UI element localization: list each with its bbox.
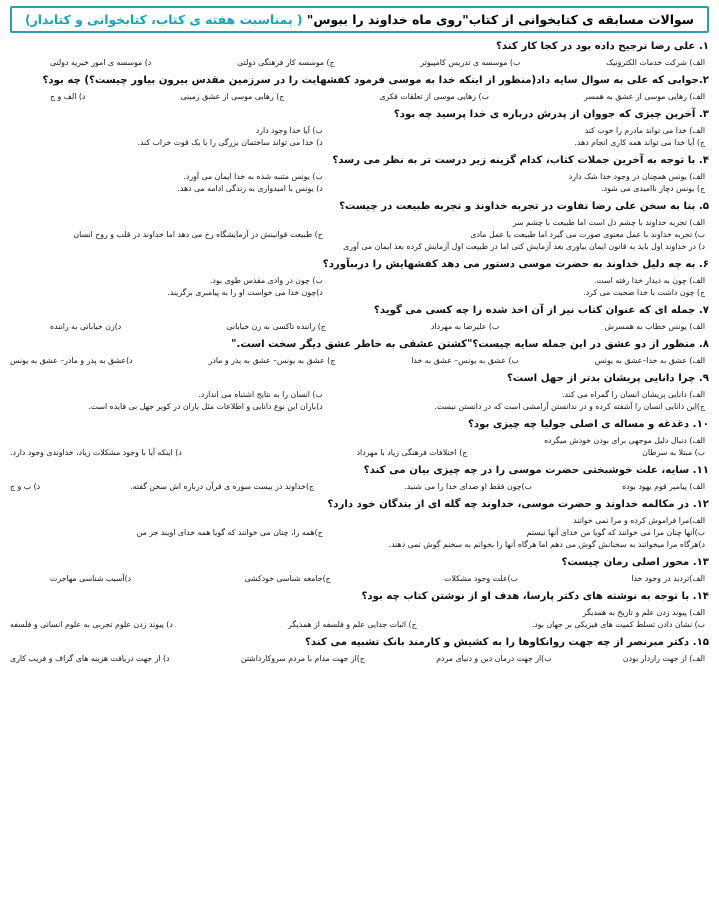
title-occasion: ( بمناسبت هفته ی کتاب، کتابخوانی و کتابدار) xyxy=(25,12,303,27)
option-c: ج) اثبات جدایی علم و فلسفه از همدیگر xyxy=(288,620,417,629)
option-a: الف) پیامبر قوم یهود بوده xyxy=(622,482,705,491)
question-text: ۱۵. دکتر مبرنصر از چه جهت روانکاوها را به کشیش و کارمند بانک تشبیه می کند؟ xyxy=(305,637,709,648)
question-14 xyxy=(10,589,709,631)
question-13 xyxy=(10,555,709,585)
option-a: الف) از جهت رازدار بودن xyxy=(622,654,705,663)
option-a: الف) یونس خطاب به همسرش xyxy=(604,322,705,331)
option-b: ب) مبتلا به سرطان xyxy=(642,448,705,457)
options xyxy=(10,321,709,333)
option-c: ج) طبیعت قوانینش در آزمایشگاه رخ می دهد اما خداوند در قلب و روح انسان xyxy=(73,230,323,239)
options xyxy=(10,355,709,367)
option-a: الف)مرا فراموش کرده و مرا نمی خوانند xyxy=(573,516,705,525)
option-b: ب) رهایی موسی از تعلقات فکری xyxy=(379,92,489,101)
question-8 xyxy=(10,337,709,367)
question-text: ۹. چرا دانایی پریشان بدتر از جهل است؟ xyxy=(506,373,709,384)
question-1 xyxy=(10,39,709,69)
question-text: ۱۲. در مکالمه خداوند و حضرت موسی، خداوند چه گله ای از بندگان خود دارد؟ xyxy=(327,499,709,510)
options xyxy=(10,91,709,103)
option-c: ج) رهایی موسی از عشق زمینی xyxy=(180,92,285,101)
question-text: ۱۳. محور اصلی رمان چیست؟ xyxy=(561,557,709,568)
options xyxy=(10,275,709,299)
title-main: سوالات مسابقه ی کتابخوانی از کتاب"روی ماه خداوند را ببوس" xyxy=(306,12,694,27)
option-c: ج) راننده تاکسی به زن خیابانی xyxy=(226,322,326,331)
options xyxy=(10,389,709,413)
option-b: ب)علت وجود مشکلات xyxy=(444,574,518,583)
option-b: ب)آنها چنان مرا می خوانند که گویا من خدای آنها نیستم xyxy=(526,528,705,537)
option-a: الف) یونس همچنان در وجود خدا شک دارد xyxy=(568,172,705,181)
option-d: د) پیوند زدن علوم تجربی به علوم انسانی و فلسفه xyxy=(10,620,173,629)
option-a: الف)تردید در وجود خدا xyxy=(631,574,705,583)
option-b: ب) انسان را به نتایج اشتباه می اندازد. xyxy=(198,390,323,399)
option-c: ج)همه را، چنان می خوانند که گویا همه خدای اویند جز من xyxy=(136,528,323,537)
page-title xyxy=(10,6,709,33)
question-12 xyxy=(10,497,709,551)
option-b: ب) آیا خدا وجود دارد xyxy=(255,126,323,135)
question-text: ۱۴. با توجه به نوشته های دکتر پارسا، هدف او از نوشتن کتاب چه بود؟ xyxy=(361,591,709,602)
option-c: ج)از جهت مدام با مردم سروکارداشتن xyxy=(240,654,365,663)
option-a: الف) تجربه خداوند با چشم دل است اما طبیعت با چشم سر xyxy=(512,218,705,227)
option-c: ج)این دانایی انسان را آشفته کرده و در ندانستن آرامشی است که در دانستن نیست. xyxy=(434,402,705,411)
option-b: ب) یونس متنبه شده به خدا ایمان می آورد. xyxy=(183,172,323,181)
options xyxy=(10,573,709,585)
question-10 xyxy=(10,417,709,459)
option-c: ج) چون داشت با خدا صحبت می کرد. xyxy=(583,288,705,297)
option-b: ب) موسسه ی تدریس کامپیوتر xyxy=(420,58,521,67)
option-a: الف) دنبال دلیل موجهی برای بودن خودش میگرده xyxy=(544,436,705,445)
question-text: ۵. بنا به سخن علی رضا تفاوت در تجربه خداوند و تجربه طبیعت در چیست؟ xyxy=(339,201,709,212)
question-text: ۱۱. سایه، علت خوشبختی حضرت موسی را در چه چیزی بیان می کند؟ xyxy=(363,465,709,476)
question-15 xyxy=(10,635,709,665)
option-d: د)باران این نوع دانایی و اطلاعات مثل باران در کویر جهل بی فایده است. xyxy=(88,402,323,411)
question-2 xyxy=(10,73,709,103)
question-4 xyxy=(10,153,709,195)
option-d: د) یونس با امیدواری به زندگی ادامه می دهد. xyxy=(177,184,323,193)
option-a: الف) خدا می تواند مادرم را خوب کند xyxy=(584,126,705,135)
option-b: ب) نشان دادن تسلط کمیت های فیزیکی بر جهان بود. xyxy=(531,620,705,629)
option-d: د)چون خدا می خواست او را به پیامبری برگزیند. xyxy=(167,288,323,297)
option-a: الف) دانایی پریشان انسان را گمراه می کند. xyxy=(562,390,705,399)
question-5 xyxy=(10,199,709,253)
option-d: د) خدا می تواند ساختمان بزرگی را با یک قوت خراب کند. xyxy=(137,138,323,147)
options xyxy=(10,653,709,665)
options xyxy=(10,481,709,493)
question-text: ۷. جمله ای که عنوان کتاب نیز از آن اخذ شده را چه کسی می گوید؟ xyxy=(373,305,709,316)
option-d: د)عشق به پدر و مادر– عشق به یونس xyxy=(10,356,133,365)
option-c: ج) آیا خدا می تواند همه کاری انجام دهد. xyxy=(574,138,705,147)
options xyxy=(10,435,709,459)
options xyxy=(10,125,709,149)
option-a: الف) رهایی موسی از عشق به همسر xyxy=(584,92,705,101)
options xyxy=(10,515,709,551)
option-d: د) از جهت دریافت هزینه های گزاف و فریب کاری xyxy=(10,654,170,663)
option-a: الف) شرکت خدمات الکترونیک xyxy=(606,58,705,67)
question-7 xyxy=(10,303,709,333)
option-b: ب)از جهت درمان دین و دنیای مردم xyxy=(436,654,552,663)
options xyxy=(10,57,709,69)
option-b: ب) تجربه خداوند با عمل معنوی صورت می گیرد اما طبیعت با عمل مادی xyxy=(470,230,705,239)
option-d: د) موسسه ی امور خیریه دولتی xyxy=(50,58,152,67)
options xyxy=(10,217,709,253)
option-a: الف) عشق به خدا–عشق به یونس xyxy=(594,356,705,365)
question-text: ۳. آخرین چیزی که جووان از پدرش درباره ی خدا پرسید چه بود؟ xyxy=(393,109,709,120)
option-d: د)هرگاه مرا میخوانند به سخنانش گوش می دهم اما هرگاه آنها را بخوانم به سخنم گوش نمی دهند. xyxy=(388,540,705,549)
question-text: ۱۰. دغدغه و مساله ی اصلی جولیا چه چیزی بود؟ xyxy=(468,419,709,430)
option-c: ج) موسسه کار فرهنگی دولتی xyxy=(237,58,335,67)
option-b: ب) چون در وادی مقدس طوی بود. xyxy=(209,276,323,285)
option-d: د) ب و ج xyxy=(10,482,41,491)
question-text: ۶. به چه دلیل خداوند به حضرت موسی دستور می دهد کفشهایش را درببآورد؟ xyxy=(322,259,709,270)
option-d: د) الف و ج xyxy=(50,92,86,101)
option-b: ب)چون فقط او صدای خدا را می شنید. xyxy=(404,482,532,491)
option-d: د)آسیب شناسی مهاجرت xyxy=(50,574,132,583)
option-b: ب) عشق به یونس– عشق به خدا xyxy=(411,356,519,365)
option-c: ج)جامعه شناسی خودکشی xyxy=(244,574,331,583)
question-text: ۲.جوابی که علی به سوال سایه داد(منظور از اینکه خدا به موسی فرمود کفشهایت را در سرزمین مقدس بیرون بیاور چیست؟) چه بود؟ xyxy=(42,75,709,86)
question-text: ۱. علی رضا ترجیح داده بود در کجا کار کند؟ xyxy=(495,41,709,52)
option-d: د)زن خیابانی به راننده xyxy=(50,322,122,331)
option-c: ج)خداوند در بیست سوره ی قرآن درباره اش سخن گفته. xyxy=(130,482,315,491)
option-a: الف) چون به دیدار خدا رفته است. xyxy=(593,276,705,285)
question-text: ۸. منظور از دو عشق در این جمله سایه چیست؟"کشتن عشقی به خاطر عشق دیگر سخت است." xyxy=(231,339,709,350)
option-c: ج) عشق به یونس– عشق به پدر و مادر xyxy=(208,356,336,365)
question-6 xyxy=(10,257,709,299)
option-d: د) اینکه آیا با وجود مشکلات زیاد، خداوندی وجود دارد. xyxy=(10,448,182,457)
option-c: ج) اختلافات فرهنگی زیاد با مهرداد xyxy=(356,448,468,457)
option-a: الف) پیوند زدن علم و تاریخ به همدیگر xyxy=(582,608,705,617)
question-11 xyxy=(10,463,709,493)
options xyxy=(10,607,709,631)
question-text: ۴. با توجه به آخرین جملات کتاب، کدام گزینه زیر درست تر به نظر می رسد؟ xyxy=(332,155,709,166)
question-3 xyxy=(10,107,709,149)
question-9 xyxy=(10,371,709,413)
option-c: ج) یونس دچار ناامیدی می شود. xyxy=(601,184,705,193)
option-b: ب) علیرضا به مهرداد xyxy=(431,322,500,331)
options xyxy=(10,171,709,195)
option-d: د) در خداوند اول باید به قانون ایمان بیاوری بعد آزمایش کنی اما در طبیعت اول آزمایش کرده بعد ایمان می آوری xyxy=(343,242,705,251)
